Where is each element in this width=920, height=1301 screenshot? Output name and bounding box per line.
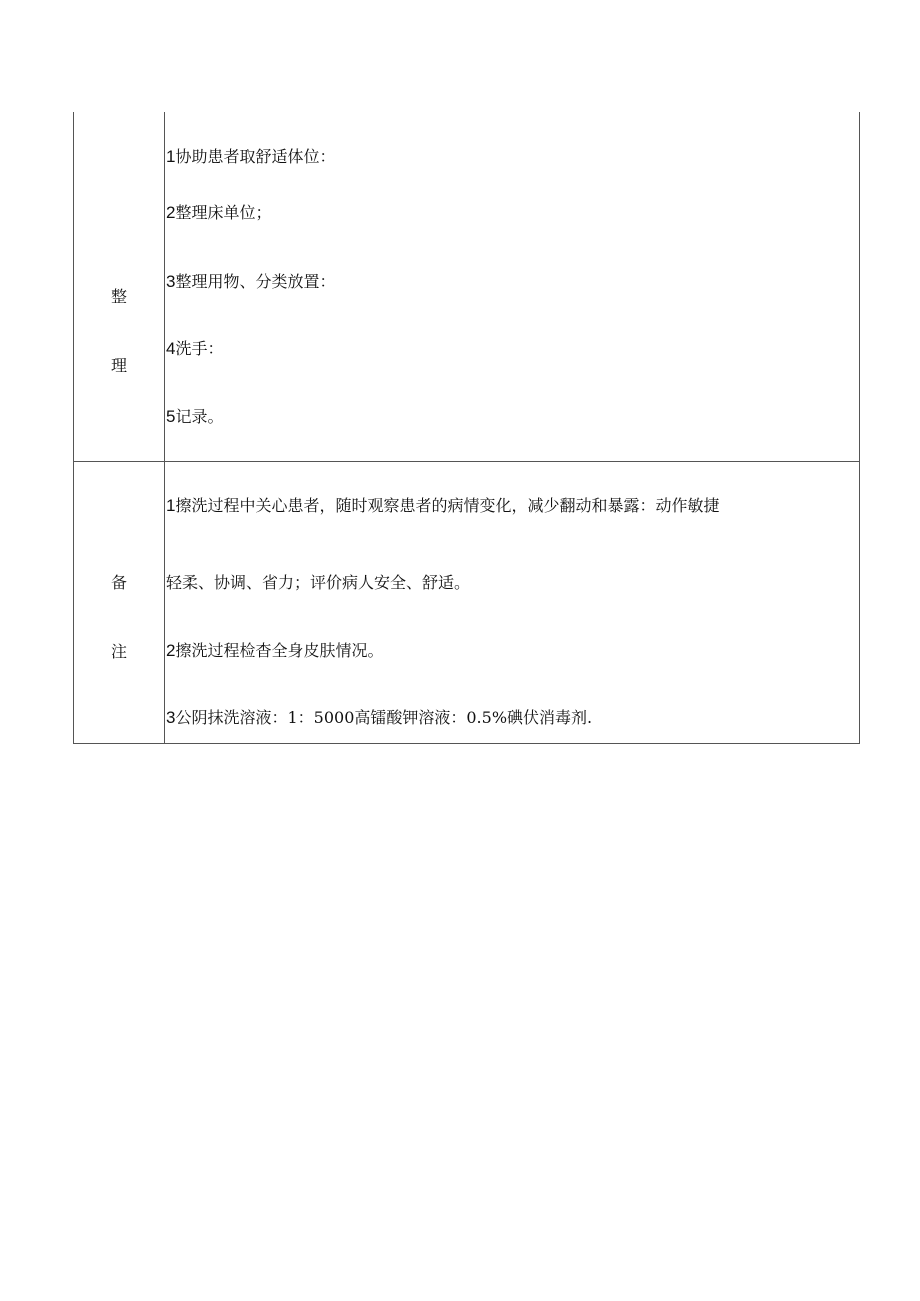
table-row-divider	[73, 461, 860, 462]
item-text: 擦洗过程中关心患者，随时观察患者的病情变化，减少翻动和暴露：动作敏捷	[175, 496, 720, 515]
list-item	[166, 338, 223, 360]
item-number: 3	[166, 272, 176, 291]
item-number: 3	[166, 708, 176, 727]
item-number: 4	[166, 339, 176, 358]
section-label-char: 整	[110, 287, 127, 306]
list-item	[166, 406, 223, 428]
item-text: 擦洗过程检杳全身皮肤情况。	[175, 641, 384, 660]
item-text: 协助患者取舒适体位：	[175, 147, 336, 166]
item-text: 整理用物、分类放置：	[175, 272, 336, 291]
list-item	[166, 640, 383, 662]
list-item	[166, 146, 335, 168]
item-text: 整理床单位；	[175, 203, 272, 222]
list-item	[166, 707, 592, 729]
list-item	[166, 495, 719, 517]
section-label-char: 备	[110, 573, 127, 592]
table-right-border	[859, 112, 860, 744]
table-column-divider	[164, 112, 165, 744]
list-item	[166, 202, 271, 224]
section-label-char: 理	[110, 356, 127, 375]
item-number: 2	[166, 641, 176, 660]
list-item	[166, 271, 335, 293]
item-number: 5	[166, 407, 176, 426]
item-text: 记录。	[175, 407, 224, 426]
section-label-char: 注	[110, 642, 127, 661]
item-text: 轻柔、协调、省力；评价病人安全、舒适。	[166, 573, 471, 592]
item-text: 公阴抹洗溶液：1：5000高镭酸钾溶液：0.5%碘伏消毒剂.	[175, 708, 593, 727]
item-text: 洗手：	[175, 339, 224, 358]
list-item-continuation	[166, 572, 470, 594]
item-number: 1	[166, 147, 176, 166]
item-number: 2	[166, 203, 176, 222]
table-bottom-border	[73, 743, 860, 744]
item-number: 1	[166, 496, 176, 515]
